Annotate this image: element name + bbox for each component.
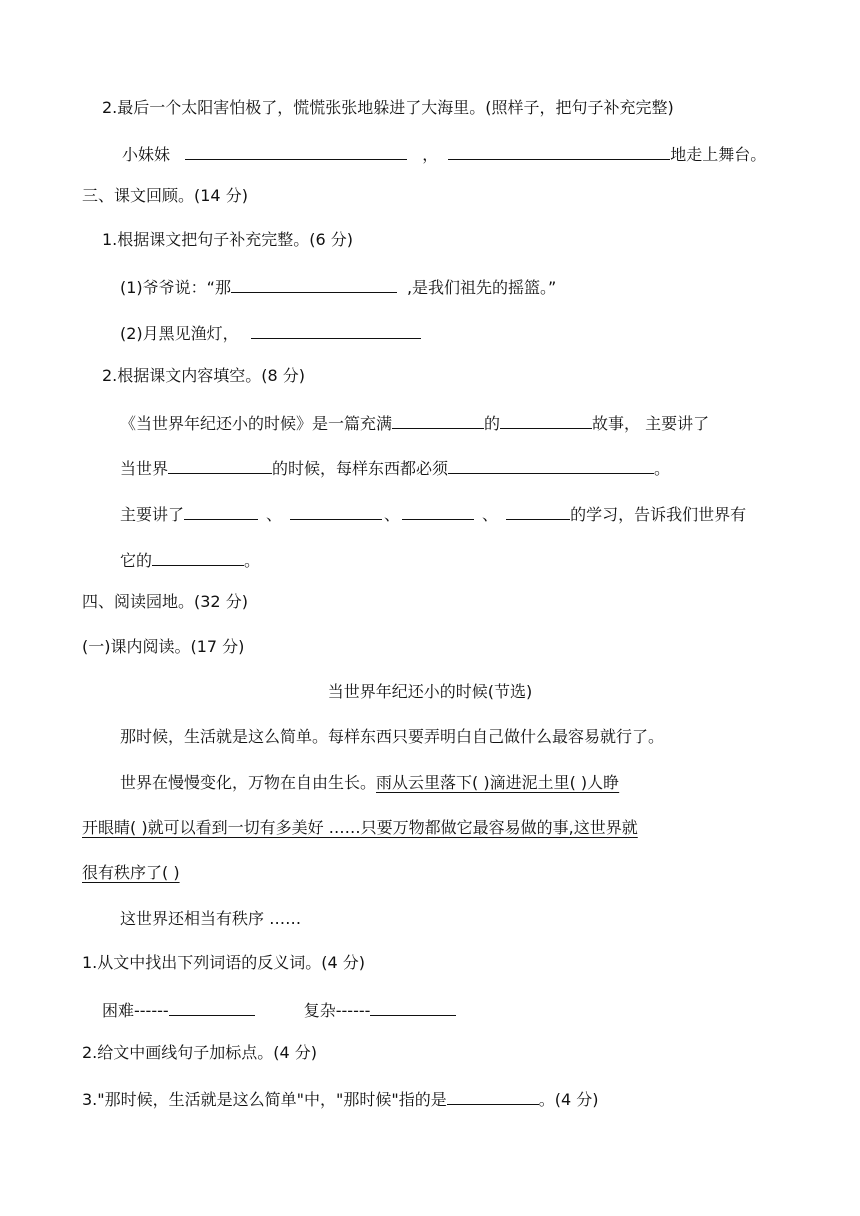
answer-blank[interactable]: [152, 547, 244, 566]
fill-line: [120, 455, 670, 480]
answer-blank[interactable]: [251, 320, 421, 339]
answer-blank[interactable]: [402, 501, 474, 520]
fill-line: [102, 997, 456, 1022]
answer-blank[interactable]: [448, 141, 670, 160]
answer-blank[interactable]: [447, 1086, 539, 1105]
text: 复杂------: [303, 1001, 371, 1020]
text: (1)爷爷说：“那: [120, 278, 231, 297]
underlined-sentence: 很有秩序了( ): [82, 863, 180, 882]
fill-line: [120, 410, 709, 435]
text: 。: [654, 459, 671, 478]
text: 的时候，每样东西都必须: [272, 459, 449, 478]
section-heading: 四、阅读园地。(32 分): [82, 592, 248, 611]
fill-line: [120, 547, 260, 572]
question-prompt: 2.根据课文内容填空。(8 分): [102, 366, 306, 385]
fill-line: [120, 501, 746, 526]
underlined-sentence: 开眼睛( )就可以看到一切有多美好 ……只要万物都做它最容易做的事,这世界就: [82, 818, 638, 837]
passage-paragraph: 这世界还相当有秩序 ……: [120, 909, 302, 928]
passage-paragraph: [120, 772, 619, 794]
sentence-start: 小妹妹: [122, 145, 171, 164]
separator: 、: [384, 505, 401, 524]
passage-paragraph: [82, 817, 638, 839]
fill-line: [120, 274, 556, 299]
answer-blank[interactable]: [169, 997, 255, 1016]
answer-blank[interactable]: [168, 455, 272, 474]
passage-paragraph: [82, 862, 180, 884]
separator: 、: [266, 505, 283, 524]
passage-title: 当世界年纪还小的时候(节选): [327, 682, 533, 701]
answer-blank[interactable]: [448, 455, 654, 474]
text: 当世界: [120, 459, 169, 478]
text: ,是我们祖先的摇篮。”: [406, 278, 557, 297]
answer-blank[interactable]: [185, 141, 407, 160]
sub-heading: (一)课内阅读。(17 分): [82, 637, 245, 656]
question-prompt: 1.从文中找出下列词语的反义词。(4 分): [82, 953, 366, 972]
answer-blank[interactable]: [184, 501, 258, 520]
answer-blank[interactable]: [231, 274, 397, 293]
sentence-end: 地走上舞台。: [670, 145, 767, 164]
text: 《当世界年纪还小的时候》是一篇充满: [120, 414, 393, 433]
text: 。(4 分): [538, 1090, 599, 1109]
question-prompt: 1.根据课文把句子补充完整。(6 分): [102, 230, 354, 249]
separator: 、: [482, 505, 499, 524]
text: 世界在慢慢变化，万物在自由生长。: [120, 773, 377, 792]
fill-line: [120, 320, 421, 345]
answer-blank[interactable]: [506, 501, 570, 520]
text: 。: [244, 551, 261, 570]
answer-blank[interactable]: [392, 410, 484, 429]
section-heading: 三、课文回顾。(14 分): [82, 186, 248, 205]
answer-blank[interactable]: [290, 501, 382, 520]
text: 它的: [120, 551, 153, 570]
text: 困难------: [102, 1001, 169, 1020]
text: 故事， 主要讲了: [592, 414, 710, 433]
text: 的: [484, 414, 501, 433]
text: (2)月黑见渔灯，: [120, 324, 239, 343]
comma: ，: [422, 145, 439, 164]
question-prompt: 2.给文中画线句子加标点。(4 分): [82, 1043, 318, 1062]
answer-blank[interactable]: [500, 410, 592, 429]
text: 3."那时候，生活就是这么简单"中，"那时候"指的是: [82, 1090, 447, 1109]
answer-blank[interactable]: [370, 997, 456, 1016]
underlined-sentence: 雨从云里落下( )滴进泥土里( )人睁: [376, 773, 620, 792]
answer-line: [122, 141, 766, 166]
fill-line: [82, 1086, 598, 1111]
text: 主要讲了: [120, 505, 185, 524]
text: 的学习，告诉我们世界有: [570, 505, 747, 524]
question-prompt: 2.最后一个太阳害怕极了，慌慌张张地躲进了大海里。(照样子，把句子补充完整): [102, 98, 674, 117]
passage-paragraph: 那时候，生活就是这么简单。每样东西只要弄明白自己做什么最容易就行了。: [120, 727, 665, 746]
